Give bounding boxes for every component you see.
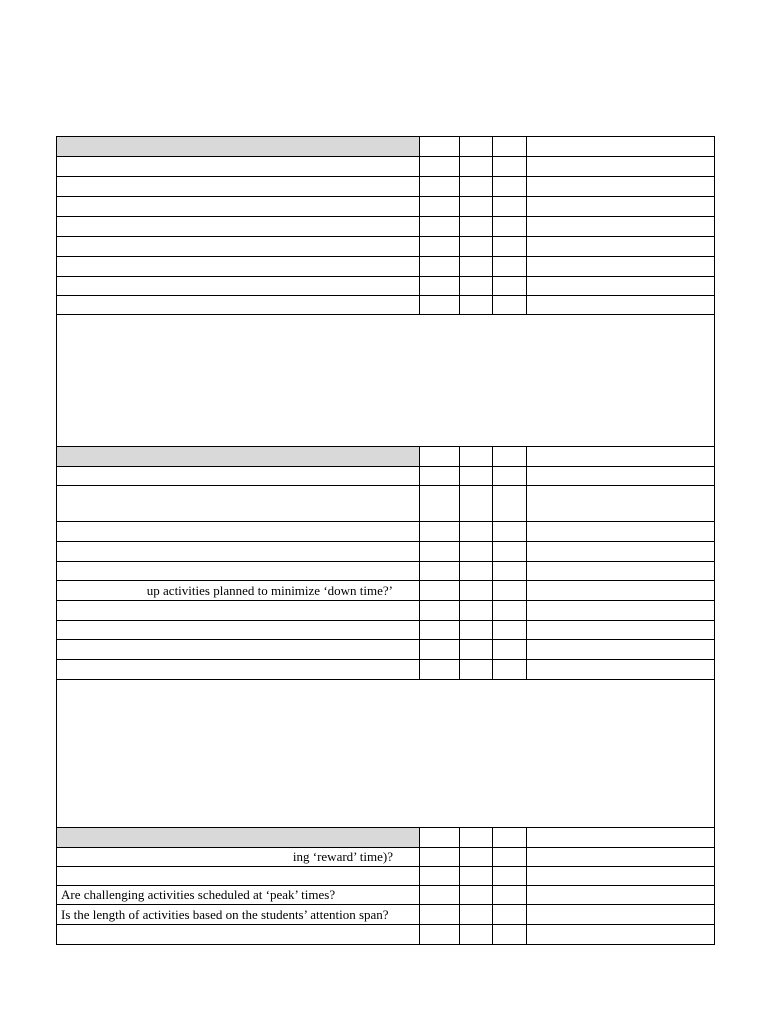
na-cell[interactable] xyxy=(493,848,527,867)
section-2-notes-area[interactable] xyxy=(57,680,715,828)
no-cell[interactable] xyxy=(460,177,493,197)
question-cell xyxy=(57,562,420,581)
question-cell xyxy=(57,157,420,177)
yes-cell[interactable] xyxy=(420,886,460,905)
yes-cell[interactable] xyxy=(420,157,460,177)
yes-cell[interactable] xyxy=(420,197,460,217)
yes-cell[interactable] xyxy=(420,217,460,237)
no-cell[interactable] xyxy=(460,296,493,315)
yes-cell[interactable] xyxy=(420,621,460,640)
checklist-row xyxy=(57,867,715,886)
comment-cell[interactable] xyxy=(527,621,715,640)
question-cell xyxy=(57,660,420,680)
na-cell[interactable] xyxy=(493,467,527,486)
section-1-title-cell xyxy=(57,137,420,157)
na-cell[interactable] xyxy=(493,925,527,945)
question-cell xyxy=(57,177,420,197)
checklist-row xyxy=(57,486,715,522)
comment-cell[interactable] xyxy=(527,886,715,905)
checklist-row xyxy=(57,467,715,486)
comment-cell[interactable] xyxy=(527,562,715,581)
comment-cell[interactable] xyxy=(527,640,715,660)
section-1-header xyxy=(57,137,715,157)
no-cell[interactable] xyxy=(460,867,493,886)
no-cell[interactable] xyxy=(460,157,493,177)
na-cell[interactable] xyxy=(493,867,527,886)
section-1-notes-area[interactable] xyxy=(57,315,715,447)
checklist-row xyxy=(57,660,715,680)
na-cell[interactable] xyxy=(493,257,527,277)
comment-cell[interactable] xyxy=(527,447,715,467)
na-cell[interactable] xyxy=(493,447,527,467)
section-3-header xyxy=(57,828,715,848)
na-cell[interactable] xyxy=(493,296,527,315)
no-cell[interactable] xyxy=(460,828,493,848)
question-cell xyxy=(57,640,420,660)
na-cell[interactable] xyxy=(493,621,527,640)
no-cell[interactable] xyxy=(460,467,493,486)
comment-cell[interactable] xyxy=(527,848,715,867)
checklist-row xyxy=(57,157,715,177)
yes-cell[interactable] xyxy=(420,848,460,867)
yes-cell[interactable] xyxy=(420,237,460,257)
section-2-title-cell xyxy=(57,447,420,467)
na-cell[interactable] xyxy=(493,562,527,581)
checklist-row xyxy=(57,886,715,905)
section-3-title-cell xyxy=(57,828,420,848)
no-cell[interactable] xyxy=(460,486,493,522)
yes-cell[interactable] xyxy=(420,277,460,296)
question-cell: Are challenging activities scheduled at ‘peak’ times? xyxy=(57,886,420,905)
checklist-table xyxy=(56,136,715,945)
question-cell: ing ‘reward’ time)? xyxy=(57,848,420,867)
section-1-notes-row xyxy=(57,315,715,447)
na-cell[interactable] xyxy=(493,486,527,522)
na-cell[interactable] xyxy=(493,581,527,601)
comment-cell[interactable] xyxy=(527,581,715,601)
question-cell xyxy=(57,217,420,237)
question-cell xyxy=(57,296,420,315)
no-cell[interactable] xyxy=(460,621,493,640)
question-cell xyxy=(57,277,420,296)
no-cell[interactable] xyxy=(460,601,493,621)
question-cell xyxy=(57,621,420,640)
checklist-row xyxy=(57,562,715,581)
question-cell xyxy=(57,601,420,621)
checklist-row xyxy=(57,621,715,640)
no-cell[interactable] xyxy=(460,886,493,905)
comment-cell[interactable] xyxy=(527,867,715,886)
comment-cell[interactable] xyxy=(527,828,715,848)
comment-cell[interactable] xyxy=(527,177,715,197)
no-cell[interactable] xyxy=(460,217,493,237)
no-cell[interactable] xyxy=(460,197,493,217)
comment-cell[interactable] xyxy=(527,217,715,237)
checklist-row xyxy=(57,277,715,296)
yes-cell[interactable] xyxy=(420,486,460,522)
na-cell[interactable] xyxy=(493,237,527,257)
no-cell[interactable] xyxy=(460,640,493,660)
yes-cell[interactable] xyxy=(420,601,460,621)
comment-cell[interactable] xyxy=(527,296,715,315)
yes-cell[interactable] xyxy=(420,296,460,315)
na-cell[interactable] xyxy=(493,601,527,621)
no-cell[interactable] xyxy=(460,277,493,296)
yes-cell[interactable] xyxy=(420,562,460,581)
checklist-row xyxy=(57,581,715,601)
comment-cell[interactable] xyxy=(527,542,715,562)
question-cell xyxy=(57,522,420,542)
na-cell[interactable] xyxy=(493,640,527,660)
question-cell xyxy=(57,197,420,217)
checklist-row xyxy=(57,237,715,257)
na-cell[interactable] xyxy=(493,828,527,848)
question-cell xyxy=(57,486,420,522)
yes-cell[interactable] xyxy=(420,828,460,848)
yes-cell[interactable] xyxy=(420,522,460,542)
na-cell[interactable] xyxy=(493,177,527,197)
checklist-row xyxy=(57,640,715,660)
yes-cell[interactable] xyxy=(420,177,460,197)
section-2-header xyxy=(57,447,715,467)
no-cell[interactable] xyxy=(460,522,493,542)
na-cell[interactable] xyxy=(493,157,527,177)
question-cell xyxy=(57,542,420,562)
comment-cell[interactable] xyxy=(527,522,715,542)
checklist-row xyxy=(57,296,715,315)
comment-cell[interactable] xyxy=(527,660,715,680)
yes-cell[interactable] xyxy=(420,867,460,886)
na-cell[interactable] xyxy=(493,886,527,905)
comment-cell[interactable] xyxy=(527,601,715,621)
comment-cell[interactable] xyxy=(527,277,715,296)
na-cell[interactable] xyxy=(493,197,527,217)
comment-cell[interactable] xyxy=(527,257,715,277)
na-cell[interactable] xyxy=(493,137,527,157)
comment-cell[interactable] xyxy=(527,905,715,925)
yes-cell[interactable] xyxy=(420,447,460,467)
checklist-row xyxy=(57,177,715,197)
yes-cell[interactable] xyxy=(420,137,460,157)
no-cell[interactable] xyxy=(460,562,493,581)
question-cell xyxy=(57,925,420,945)
no-cell[interactable] xyxy=(460,660,493,680)
checklist-row xyxy=(57,257,715,277)
checklist-row xyxy=(57,217,715,237)
yes-cell[interactable] xyxy=(420,542,460,562)
na-cell[interactable] xyxy=(493,277,527,296)
no-cell[interactable] xyxy=(460,257,493,277)
no-cell[interactable] xyxy=(460,581,493,601)
checklist-row xyxy=(57,848,715,867)
checklist-row xyxy=(57,601,715,621)
question-cell: up activities planned to minimize ‘down time?’ xyxy=(57,581,420,601)
question-cell xyxy=(57,257,420,277)
no-cell[interactable] xyxy=(460,848,493,867)
no-cell[interactable] xyxy=(460,542,493,562)
na-cell[interactable] xyxy=(493,905,527,925)
yes-cell[interactable] xyxy=(420,581,460,601)
checklist-row xyxy=(57,197,715,217)
checklist-row xyxy=(57,905,715,925)
comment-cell[interactable] xyxy=(527,237,715,257)
question-cell xyxy=(57,467,420,486)
checklist-row xyxy=(57,542,715,562)
yes-cell[interactable] xyxy=(420,905,460,925)
na-cell[interactable] xyxy=(493,217,527,237)
na-cell[interactable] xyxy=(493,660,527,680)
yes-cell[interactable] xyxy=(420,660,460,680)
no-cell[interactable] xyxy=(460,905,493,925)
section-2-notes-row xyxy=(57,680,715,828)
question-cell xyxy=(57,867,420,886)
yes-cell[interactable] xyxy=(420,925,460,945)
no-cell[interactable] xyxy=(460,447,493,467)
yes-cell[interactable] xyxy=(420,257,460,277)
na-cell[interactable] xyxy=(493,542,527,562)
no-cell[interactable] xyxy=(460,237,493,257)
no-cell[interactable] xyxy=(460,925,493,945)
question-cell: Is the length of activities based on the students’ attention span? xyxy=(57,905,420,925)
yes-cell[interactable] xyxy=(420,467,460,486)
no-cell[interactable] xyxy=(460,137,493,157)
comment-cell[interactable] xyxy=(527,157,715,177)
question-cell xyxy=(57,237,420,257)
comment-cell[interactable] xyxy=(527,486,715,522)
comment-cell[interactable] xyxy=(527,197,715,217)
checklist-row xyxy=(57,925,715,945)
yes-cell[interactable] xyxy=(420,640,460,660)
comment-cell[interactable] xyxy=(527,137,715,157)
comment-cell[interactable] xyxy=(527,925,715,945)
na-cell[interactable] xyxy=(493,522,527,542)
comment-cell[interactable] xyxy=(527,467,715,486)
checklist-row xyxy=(57,522,715,542)
